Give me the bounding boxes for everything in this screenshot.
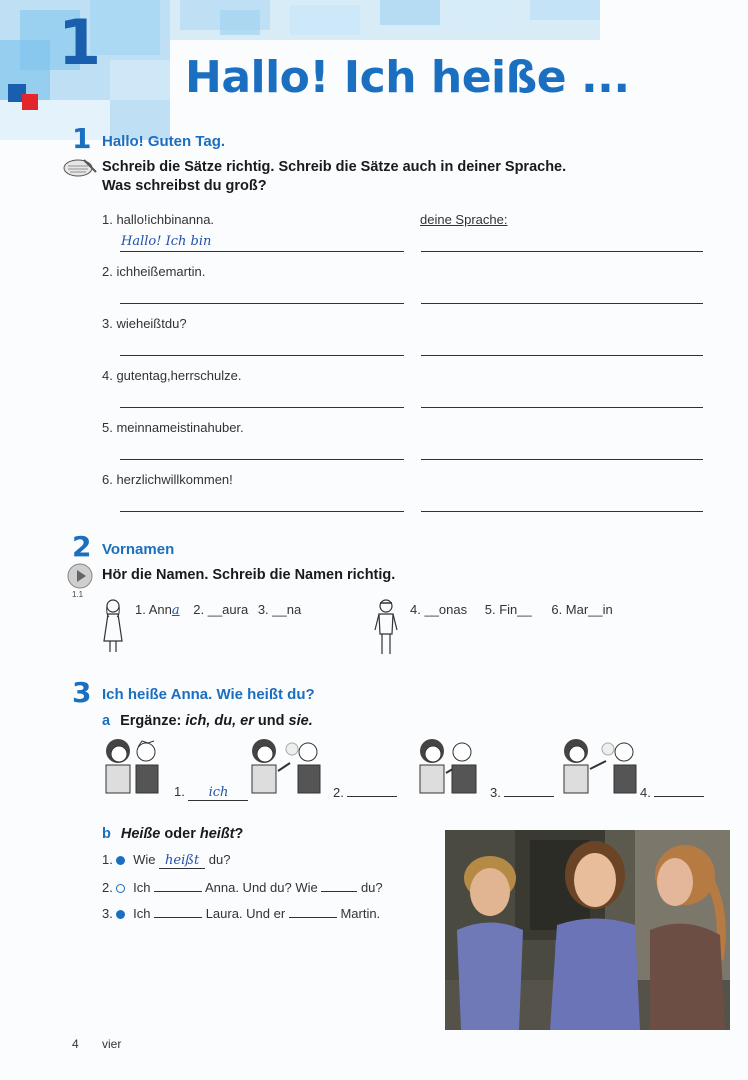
name-1-fill[interactable]: a [171,603,180,618]
exercise-item-6: 6. herzlichwillkommen! [102,472,233,487]
part-a-last: sie. [288,713,313,729]
handwritten-answer-1: Hallo! Ich bin [121,234,212,249]
part-a-answer-1 [174,784,248,801]
part-a-und: und [257,713,285,729]
exercise-item-3: 3. wieheißtdu? [102,316,187,331]
translation-line-2[interactable] [421,303,703,304]
line-2-field-1[interactable] [154,879,202,892]
part-a-answer-4 [640,784,704,800]
answer-line-1[interactable] [120,251,404,252]
line-1-text-a: Wie [133,852,156,867]
girl-names-row [135,602,301,618]
line-1-field[interactable]: heißt [159,853,205,869]
name-2[interactable]: 2. __aura [193,602,249,617]
section-2-number: 2 [72,530,92,563]
answer-3-field[interactable] [504,784,554,797]
part-a-letter: a [102,713,111,729]
page-title: Hallo! Ich heiße ... [185,52,630,103]
answer-2-number: 2. [333,785,344,800]
filled-dot-icon [116,910,125,919]
line-2-text-a: Ich [133,880,151,895]
filled-dot-icon [116,856,125,865]
children-photo [445,830,730,1030]
name-3[interactable]: 3. __na [257,602,302,617]
page-number: 4 [72,1037,79,1051]
line-2-field-2[interactable] [321,879,357,892]
exercise-item-1: 1. hallo!ichbinanna. [102,212,215,227]
page-word: vier [102,1037,122,1051]
answer-4-number: 4. [640,785,651,800]
name-6[interactable]: 6. Mar__in [551,602,613,617]
pair-illustration-1 [100,735,166,797]
line-3-number: 3. [102,906,113,921]
translation-line-5[interactable] [421,459,703,460]
line-3-text-b: Laura. Und er [205,906,286,921]
answer-1-number: 1. [174,784,185,799]
empty-circle-icon [116,884,125,893]
name-4[interactable]: 4. __onas [410,602,468,617]
boy-names-row [410,602,613,617]
answer-line-5[interactable] [120,459,404,460]
part-b-oder: oder [164,826,196,842]
pair-illustration-2 [248,735,324,797]
line-3-text-c: Martin. [340,906,381,921]
audio-play-icon[interactable] [67,563,93,589]
line-3-text-a: Ich [133,906,151,921]
part-b-line-3 [102,905,380,921]
translation-line-1[interactable] [421,251,703,252]
line-1-text-b: du? [208,852,231,867]
chapter-number: 1 [58,6,102,79]
answer-line-4[interactable] [120,407,404,408]
name-1-prefix: 1. Ann [135,602,172,617]
answer-4-field[interactable] [654,784,704,797]
column-header-deine-sprache: deine Sprache: [420,212,508,227]
part-b-line-2 [102,879,383,895]
part-a-answer-3 [490,784,554,800]
line-2-number: 2. [102,880,113,895]
part-b-word-1: Heiße [120,826,161,842]
answer-line-6[interactable] [120,511,404,512]
section-3-title: Ich heiße Anna. Wie heißt du? [102,686,315,703]
translation-line-6[interactable] [421,511,703,512]
section-2-title: Vornamen [102,541,175,558]
pair-illustration-4 [560,735,640,797]
pencil-book-icon [62,156,98,180]
answer-2-field[interactable] [347,784,397,797]
line-2-text-c: du? [360,880,383,895]
part-b-letter: b [102,826,111,842]
answer-line-3[interactable] [120,355,404,356]
part-b-question-mark: ? [234,826,244,842]
translation-line-3[interactable] [421,355,703,356]
boy-figure-icon [372,598,400,656]
section-1-instruction-1: Schreib die Sätze richtig. Schreib die Sätze auch in deiner Sprache. [102,159,567,175]
part-a-prefix: Ergänze: [120,713,182,729]
line-3-field-1[interactable] [154,905,202,918]
answer-line-2[interactable] [120,303,404,304]
part-b-word-2: heißt [199,826,235,842]
line-1-number: 1. [102,852,113,867]
section-1-instruction-2: Was schreibst du groß? [102,178,267,194]
section-1-title: Hallo! Guten Tag. [102,133,226,150]
exercise-item-2: 2. ichheißemartin. [102,264,206,279]
answer-3-number: 3. [490,785,501,800]
pair-illustration-3 [416,735,482,797]
exercise-item-5: 5. meinnameistinahuber. [102,420,244,435]
part-a-words: ich, du, er [185,713,254,729]
section-1-number: 1 [72,122,92,155]
answer-1-field[interactable]: ich [188,785,248,801]
audio-track-number: 1.1 [72,590,84,599]
part-a-answer-2 [333,784,397,800]
part-b-title [102,825,243,844]
girl-figure-icon [100,597,126,655]
part-a-instruction [102,712,313,731]
part-b-line-1 [102,852,230,869]
exercise-item-4: 4. gutentag,herrschulze. [102,368,242,383]
section-2-instruction: Hör die Namen. Schreib die Namen richtig. [102,567,396,583]
line-3-field-2[interactable] [289,905,337,918]
section-3-number: 3 [72,676,92,709]
name-5[interactable]: 5. Fin__ [484,602,532,617]
translation-line-4[interactable] [421,407,703,408]
line-2-text-b: Anna. Und du? Wie [204,880,318,895]
